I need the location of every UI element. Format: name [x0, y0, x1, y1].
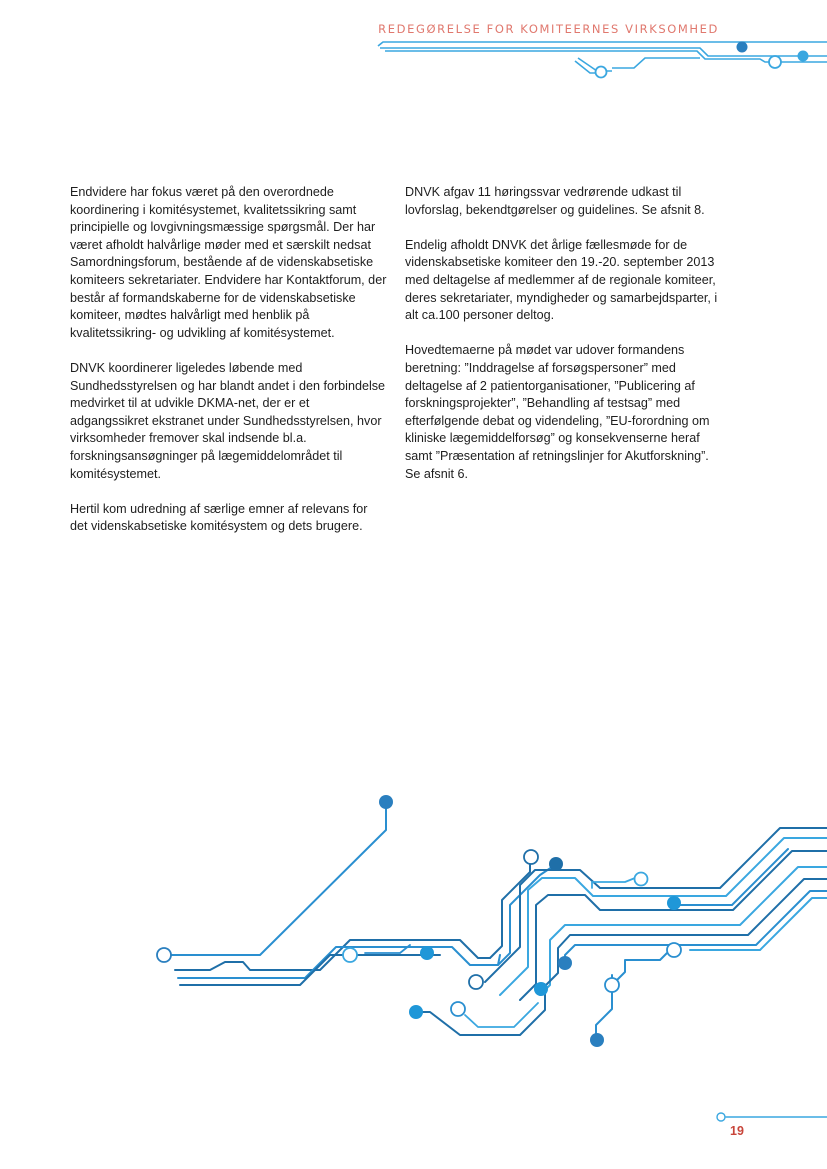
paragraph: Endvidere har fokus været på den overordnede koordinering i komitésystemet, kvalitetssikring samt principielle og lovgivningsmæssige spørgsmål. Der har været afholdt halvårlige møder med et særskilt nedsat Samordningsforum, bestående af de videnskabsetiske komiteers sekretariater. Endvidere har Kontaktforum, der består af formandskaberne for de videnskabsetiske komiteer, mødtes halvårligt med henblik på kvalitetssikring- og udvikling af komitésystemet. [70, 185, 387, 340]
paragraph: Endelig afholdt DNVK det årlige fællesmøde for de videnskabsetiske komiteer den 19.-20. september 2013 med deltagelse af medlemmer af de regionale komiteer, deres sekretariater, myndigheder og samarbejdsparter, i alt ca.100 personer deltog. [405, 237, 718, 323]
running-header: REDEGØRELSE FOR KOMITEERNES VIRKSOMHED [378, 22, 719, 36]
paragraph: Hovedtemaerne på mødet var udover formandens beretning: ”Inddragelse af forsøgspersoner” med deltagelse af 2 patientorganisationer, ”Publicering af forskningsprojekter”, ”Behandling af testsag” med efterfølgende debat og videndeling, ”EU-forordning om kliniske lægemiddelforsøg” og konsekvenserne heraf samt ”Præsentation af retningslinjer for Akutforskning”. Se afsnit 6. [405, 343, 710, 481]
paragraph: Hertil kom udredning af særlige emner af relevans for det videnskabsetiske komitésystem og dets brugere. [70, 501, 368, 534]
paragraph: DNVK koordinerer ligeledes løbende med Sundhedsstyrelsen og har blandt andet i den forbindelse medvirket til at udvikle DKMA-net, der er et adgangssikret ekstranet under Sundhedsstyrelsen, hvor virksomheder fremover skal indsende bl.a. forskningsansøgninger på lægemiddelområdet til komitésystemet. [70, 360, 386, 481]
page-number: 19 [730, 1124, 744, 1138]
paragraph: DNVK afgav 11 høringssvar vedrørende udkast til lovforslag, bekendtgørelser og guidelines. Se afsnit 8. [405, 185, 705, 217]
